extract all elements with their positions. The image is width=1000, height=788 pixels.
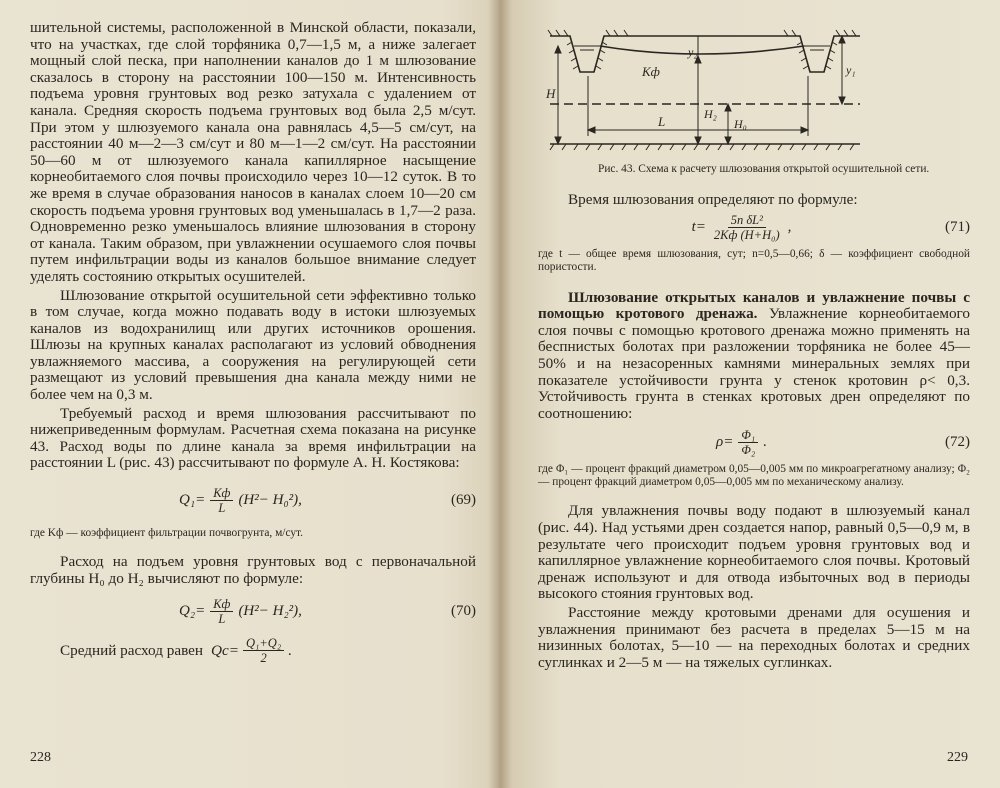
- equation-number-72: (72): [944, 434, 970, 451]
- average-flow-text: Средний расход равен: [60, 641, 204, 659]
- formula-70-lhs: Q₂=: [179, 603, 206, 620]
- right-paragraph-1: Время шлюзования определяют по формуле:: [568, 191, 858, 208]
- equation-number-69: (69): [450, 492, 476, 509]
- formula-69-rhs: (H²− H₀²),: [238, 492, 302, 509]
- page-number-right: 229: [947, 750, 968, 765]
- left-paragraph-3: Требуемый расход и время шлюзования рассчитывают по нижеприведенным формулам. Расчетная схема показана на рисунке 43. Расход воды по длине канала за время инфильтрации на расстоянии L (рис. 43) рассчитывают по формуле А. Н. Костякова:: [30, 404, 476, 472]
- note-72: где Φ₁ — процент фракций диаметром 0,05—0,005 мм по микроагрегатному анализу; Φ₂ — процент фракций диаметром 0,05—0,005 мм по механическому анализу.: [538, 463, 970, 489]
- page-right: [500, 0, 1000, 788]
- left-paragraph-4: Расход на подъем уровня грунтовых вод с первоначальной глубины H₀ до H₂ вычисляют по формуле:: [30, 553, 476, 587]
- figure-label-k: Kф: [642, 64, 660, 79]
- formula-69-fraction: $\frac{Kф}{L}$: [210, 486, 233, 515]
- formula-72-lhs: ρ=: [716, 434, 734, 451]
- section-body: Увлажнение корнеобитаемого слоя почвы с помощью кротового дренажа можно применять на беспнистых болотах при разложении торфяника не более 45—50% и на незасоренных камнями минеральных землях при показателе устойчивости грунта у стенок кротовин ρ< 0,3. Устойчивость грунта в стенках кротовых дрен определяют по соотношению:: [538, 305, 970, 422]
- equation-number-71: (71): [944, 218, 970, 235]
- formula-71-fraction: $\frac{\text{5n δL²}}{\text{2Kф (H+H₀)}}$: [713, 212, 780, 242]
- formula-72: ρ= $\frac{\text{Φ₁}}{\text{Φ₂}}$ . (72): [716, 428, 970, 458]
- figure-label-y2: y₂: [688, 45, 698, 59]
- formula-72-fraction: $\frac{\text{Φ₁}}{\text{Φ₂}}$: [738, 428, 758, 457]
- formula-70: [30, 597, 476, 626]
- left-paragraph-1: шительной системы, расположенной в Минской области, показали, что на участках, где слой торфяника 0,7—1,5 м, а ниже залегает мощный слой песка, при наполнении каналов до 1 м шлюзование сказалось в сторону на расстоянии 100—150 м. Интенсивность подъема уровня грунтовых вод резко затухала с удалением от канала. Средняя скорость подъема грунтовых вод была 2,5 м/сут. При этом у шлюзуемого канала она равнялась 4,5—5 см/сут, на расстоянии 40 м—2—3 см/сут и 80 м—1—2 см/сут. На расстоянии 50—60 м от шлюзуемого канала капиллярное насыщение корнеобитаемого слоя почвы происходило через 10—12 суток. В то же время в случае образования наносов в каналах слоем 10—20 см скорость подъема уровня грунтовых вод уменьшалась в 1,7—2 раза. Одновременно резко уменьшалось влияние шлюзования в сторону от канала. Таким образом, при увлажнении осушаемого слоя почвы путем инфильтрации воды из каналов большое внимание следует уделять состоянию открытых осушителей.: [30, 19, 476, 285]
- formula-70-fraction: $\frac{Kф}{L}$: [210, 597, 233, 626]
- average-flow-line: [30, 636, 476, 665]
- page-number-left: 228: [30, 750, 51, 765]
- formula-69-lhs: Q₁=: [179, 492, 206, 509]
- formula-69: [30, 486, 476, 515]
- section-heading: Шлюзование открытых каналов и увлажнение почвы с помощью кротового дренажа.: [538, 288, 970, 323]
- figure-label-h: H: [546, 86, 556, 101]
- figure-label-h0: H₀: [734, 117, 747, 131]
- formula-70-rhs: (H²− H₂²),: [238, 603, 302, 620]
- figure-43: [538, 16, 970, 161]
- formula-71: t= $\frac{\text{5n δL²}}{\text{2Kф (H+H₀)}}$ , (71): [691, 212, 970, 242]
- figure-43-diagram: [538, 16, 868, 156]
- formula-71-lhs: t=: [691, 218, 706, 235]
- figure-label-y1: y₁: [846, 63, 856, 77]
- figure-43-caption: Рис. 43. Схема к расчету шлюзования открытой осушительной сети.: [598, 163, 930, 175]
- formula-average: Qс= $\frac{\text{Q₁+Q₂}}{2}$ .: [211, 636, 292, 666]
- equation-number-70: (70): [450, 603, 476, 620]
- right-paragraph-4: Расстояние между кротовыми дренами для осушения и увлажнения принимают без расчета в пределах 5—15 м на низинных болотах, 5—10 — на переходных болотах и средних суглинках и 2—5 м — на тяжелых суглинках.: [538, 603, 970, 671]
- note-69: где Kф — коэффициент фильтрации почвогрунта, м/сут.: [30, 527, 304, 540]
- right-paragraph-3: Для увлажнения почвы воду подают в шлюзуемый канал (рис. 44). Над устьями дрен создается напор, равный 0,5—0,9 м, в результате чего происходит подъем уровня грунтовых вод и капиллярное увлажнение корнеобитаемого слоя почвы. Кротовый дренаж используют и для отвода избыточных вод в периоды высокого стояния грунтовых вод.: [538, 502, 970, 603]
- note-71: где t — общее время шлюзования, сут; n=0,5—0,66; δ — коэффициент свободной пористости.: [538, 247, 970, 273]
- right-paragraph-2: [538, 290, 970, 423]
- figure-label-l: L: [658, 114, 666, 129]
- left-paragraph-2: Шлюзование открытой осушительной сети эффективно только в том случае, когда можно подавать воду в истоки шлюзуемых каналов из водохранилищ или других источников орошения. Шлюзы на крупных каналах располагают из условий обводнения увлажняемого массива, а сооружения на регулирующей сети размещают из условий превышения дна канала между ними не более чем на 0,3 м.: [30, 286, 476, 404]
- figure-label-h2: H₂: [704, 107, 717, 121]
